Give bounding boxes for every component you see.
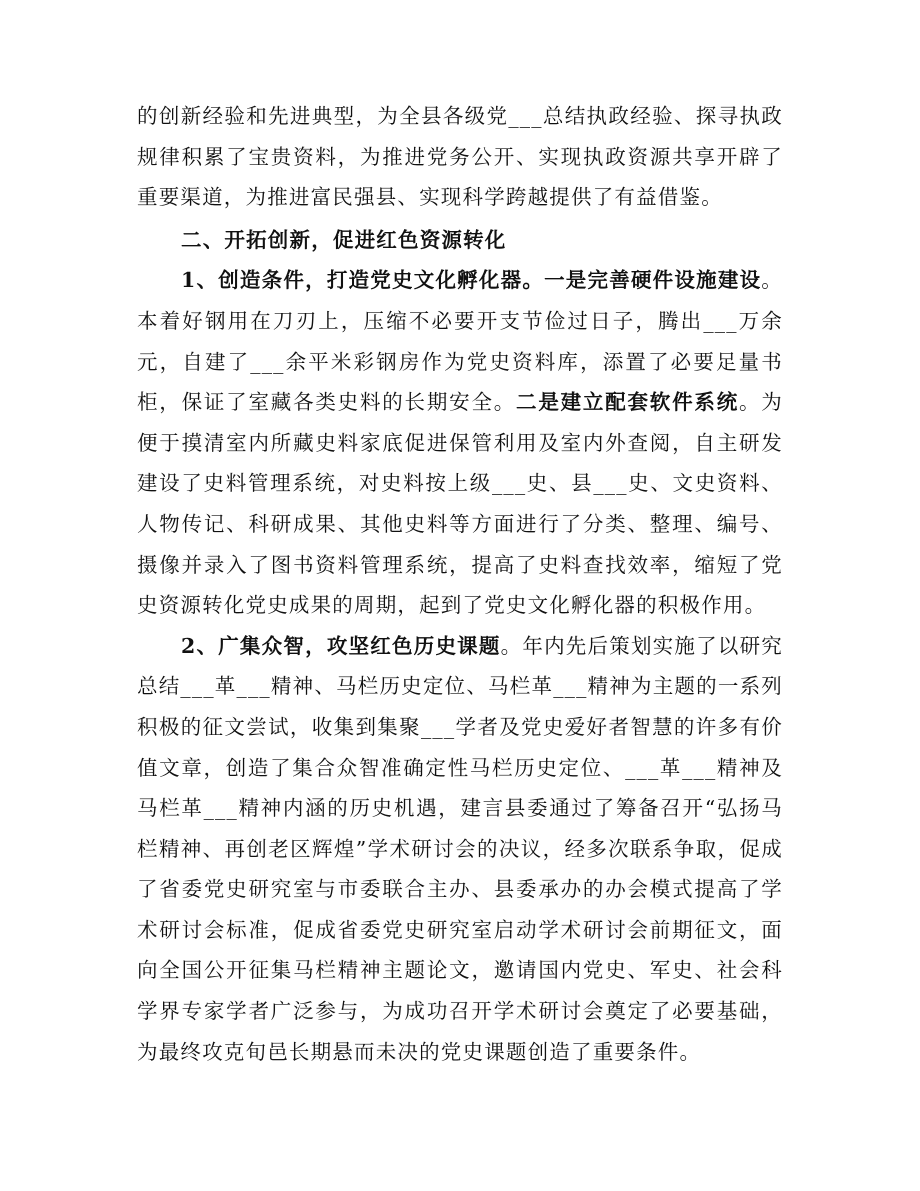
paragraph-incubator — [137, 260, 783, 625]
paragraph-body-text: 。年内先后策划实施了以研究总结___革___精神、马栏历史定位、马栏革___精神为主题的一系列积极的征文尝试，收集到集聚___学者及党史爱好者智慧的许多有价值文章，创造了集合众智准确定性马栏历史定位、___革___精神及马栏革___精神内涵的历史机遇，建言县委通过了筹备召开“弘扬马栏精神、再创老区辉煌”学术研讨会的决议，经多次联系争取，促成了省委党史研究室与市委联合主办、县委承办的办会模式提高了学术研讨会标准，促成省委党史研究室启动学术研讨会前期征文，面向全国公开征集马栏精神主题论文，邀请国内党史、军史、社会科学界专家学者广泛参与，为成功召开学术研讨会奠定了必要基础，为最终攻克旬邑长期悬而未决的党史课题创造了重要条件。 — [137, 633, 784, 1064]
paragraph-research-topics — [137, 626, 783, 1073]
subpoint-hardware-text: 。本着好钢用在刀刃上，压缩不必要开支节俭过日子，腾出___万余元，自建了___余平米彩钢房作为党史资料库，添置了必要足量书柜，保证了室藏各类史料的长期安全。 — [137, 268, 783, 415]
paragraph-lead-title: 2、广集众智，攻坚红色历史课题 — [181, 633, 501, 658]
subpoint-hardware-title: 一是完善硬件设施建设 — [544, 268, 762, 293]
section-heading: 二、开拓创新，促进红色资源转化 — [181, 227, 507, 252]
document-page — [137, 96, 783, 1072]
paragraph-continuation: 的创新经验和先进典型，为全县各级党___总结执政经验、探寻执政规律积累了宝贵资料，为推进党务公开、实现执政资源共享开辟了重要渠道，为推进富民强县、实现科学跨越提供了有益借鉴。 — [137, 104, 783, 210]
subpoint-software-title: 二是建立配套软件系统 — [516, 390, 739, 415]
paragraph-lead-title: 1、创造条件，打造党史文化孵化器。 — [181, 268, 545, 293]
subpoint-software-text: 。为便于摸清室内所藏史料家底促进保管利用及室内外查阅，自主研发建设了史料管理系统，对史料按上级___史、县___史、文史资料、人物传记、科研成果、其他史料等方面进行了分类、整理、编号、摄像并录入了图书资料管理系统，提高了史料查找效率，缩短了党史资源转化党史成果的周期，起到了党史文化孵化器的积极作用。 — [137, 390, 783, 618]
